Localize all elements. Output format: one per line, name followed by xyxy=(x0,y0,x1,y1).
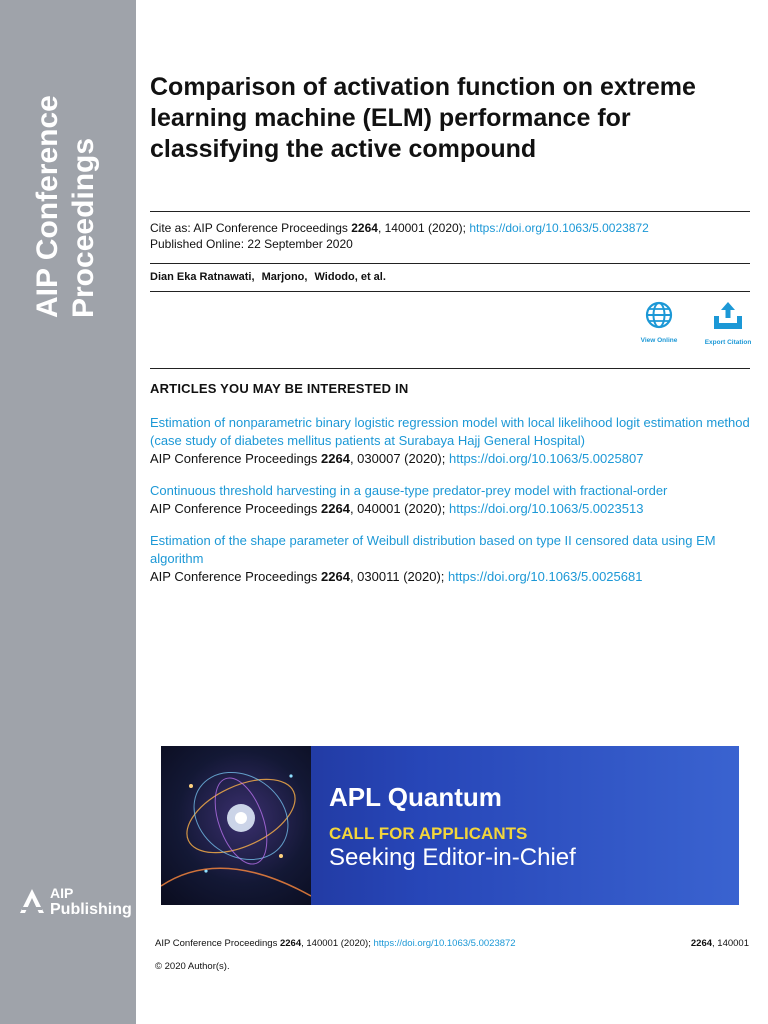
quantum-artwork-image xyxy=(161,746,311,905)
ref-journal: AIP Conference Proceedings xyxy=(150,451,322,466)
export-citation-button[interactable] xyxy=(698,300,758,346)
series-title-line1: AIP Conference xyxy=(31,95,64,318)
sidebar xyxy=(0,0,136,1024)
divider xyxy=(150,263,750,264)
footer-page-ref xyxy=(691,938,749,949)
ref-volume: 2264 xyxy=(321,451,350,466)
author-3[interactable]: Widodo, et al. xyxy=(314,271,386,283)
related-article-ref xyxy=(150,568,755,586)
copyright: © 2020 Author(s). xyxy=(155,961,230,972)
ref-pages: , 040001 (2020); xyxy=(349,501,449,516)
footer-journal: AIP Conference Proceedings xyxy=(155,938,280,949)
ref-volume: 2264 xyxy=(321,501,350,516)
banner-seeking-text: Seeking Editor-in-Chief xyxy=(329,844,576,871)
cite-prefix: Cite as: AIP Conference Proceedings xyxy=(150,221,352,235)
ref-journal: AIP Conference Proceedings xyxy=(150,569,322,584)
quantum-swirl-icon xyxy=(161,746,311,905)
related-article-title[interactable]: Estimation of the shape parameter of Weibull distribution based on type II censored data using EM algorithm xyxy=(150,533,716,566)
publisher-line2: Publishing xyxy=(50,901,132,918)
related-article-title[interactable]: Estimation of nonparametric binary logistic regression model with local likelihood logit estimation method (case study of diabetes mellitus patients at Surabaya Hajj General Hospital) xyxy=(150,415,750,448)
footer-citation xyxy=(155,938,749,949)
cite-suffix: , 140001 (2020); xyxy=(377,221,470,235)
divider xyxy=(150,368,750,369)
author-1[interactable]: Dian Eka Ratnawati, xyxy=(150,271,255,283)
view-online-label: View Online xyxy=(640,337,678,344)
divider xyxy=(150,291,750,292)
footer-volume: 2264 xyxy=(279,938,302,949)
authors xyxy=(150,271,390,283)
article-title: Comparison of activation function on extreme learning machine (ELM) performance for classifying the active compound xyxy=(150,73,696,163)
banner-journal-name: APL Quantum xyxy=(329,782,502,812)
citation xyxy=(150,221,649,236)
publisher-line1: AIP xyxy=(50,885,74,901)
cite-volume: 2264 xyxy=(351,221,378,235)
aip-publishing-logo xyxy=(18,886,130,920)
related-article xyxy=(150,482,755,518)
series-title xyxy=(30,58,102,318)
published-date: Published Online: 22 September 2020 xyxy=(150,237,353,251)
related-article xyxy=(150,532,755,586)
aip-logo-icon xyxy=(18,887,46,915)
export-icon xyxy=(711,300,745,332)
footer-right-page: , 140001 xyxy=(712,938,749,949)
series-title-line2: Proceedings xyxy=(67,137,100,318)
related-article-doi-link[interactable]: https://doi.org/10.1063/5.0023513 xyxy=(448,501,644,516)
ref-journal: AIP Conference Proceedings xyxy=(150,501,322,516)
footer-pages: , 140001 (2020); xyxy=(301,938,374,949)
related-article-title[interactable]: Continuous threshold harvesting in a gause-type predator-prey model with fractional-order xyxy=(150,483,668,498)
related-article xyxy=(150,414,755,468)
footer-right-volume: 2264 xyxy=(690,938,713,949)
related-article-ref xyxy=(150,500,755,518)
globe-icon xyxy=(644,300,674,330)
footer-doi-link[interactable]: https://doi.org/10.1063/5.0023872 xyxy=(373,938,516,949)
ref-pages: , 030011 (2020); xyxy=(349,569,449,584)
ref-volume: 2264 xyxy=(321,569,350,584)
apl-quantum-ad-banner[interactable] xyxy=(161,746,739,905)
article-doi-link[interactable]: https://doi.org/10.1063/5.0023872 xyxy=(469,221,649,235)
related-articles-heading: ARTICLES YOU MAY BE INTERESTED IN xyxy=(150,381,409,396)
export-citation-label: Export Citation xyxy=(704,339,752,346)
divider xyxy=(150,211,750,212)
ref-pages: , 030007 (2020); xyxy=(349,451,449,466)
author-2[interactable]: Marjono, xyxy=(261,271,308,283)
related-article-ref xyxy=(150,450,755,468)
related-article-doi-link[interactable]: https://doi.org/10.1063/5.0025807 xyxy=(448,451,644,466)
view-online-button[interactable] xyxy=(629,300,689,344)
related-article-doi-link[interactable]: https://doi.org/10.1063/5.0025681 xyxy=(448,569,643,584)
banner-call-text: CALL FOR APPLICANTS xyxy=(329,824,528,843)
